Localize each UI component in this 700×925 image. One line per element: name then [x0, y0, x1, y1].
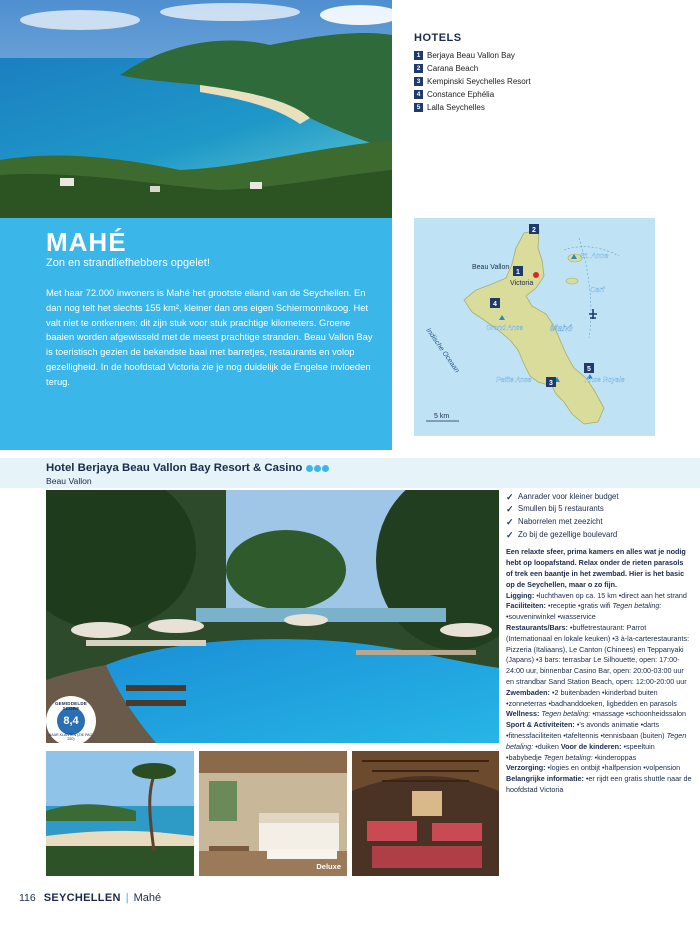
hotel-list-name: Kempinski Seychelles Resort: [427, 77, 531, 86]
map-marker: [490, 298, 500, 308]
score-badge-title: GEMIDDELDE SCORE: [54, 701, 87, 711]
feature-item: ✓ Smullen bij 5 restaurants: [506, 504, 604, 515]
footer-separator: |: [125, 892, 129, 904]
checkmark-icon: ✓: [506, 529, 514, 540]
hotel-list-name: Berjaya Beau Vallon Bay: [427, 51, 515, 60]
svg-text:5: 5: [587, 366, 591, 373]
map-label-beau-vallon: Beau Vallon: [472, 264, 510, 271]
hotel-list-item: [414, 75, 684, 88]
map-label-petite-anse: Petite Anse: [496, 377, 532, 384]
page-footer: [19, 892, 161, 904]
hotel-list-item: [414, 101, 684, 114]
hotel-list-item: [414, 88, 684, 101]
score-value: 8,4: [57, 707, 85, 735]
map-label-st-anne: St. Anne: [580, 251, 609, 260]
beach-photo: [46, 751, 194, 876]
checkmark-icon: ✓: [506, 491, 514, 502]
map-label-grand-anse: Grand Anse: [486, 325, 524, 332]
feature-item: ✓ Zo bij de gezellige boulevard: [506, 529, 618, 540]
cerf-island: [566, 278, 578, 284]
feature-item: ✓ Naborrelen met zeezicht: [506, 517, 603, 528]
map-label-indische-oceaan: Indische Oceaan: [424, 327, 461, 375]
hotel-list-name: Constance Ephélia: [427, 90, 495, 99]
map-label-cerf: Cerf: [590, 285, 605, 294]
map-label-anse-royale: Anse Royale: [585, 377, 625, 384]
hotel-header: [0, 458, 700, 488]
hotel-list-item: [414, 49, 684, 62]
island-map: [414, 218, 655, 436]
rating-icon: [322, 465, 329, 472]
map-label-victoria: Victoria: [510, 280, 534, 287]
map-marker: [513, 266, 523, 276]
map-label-mahe: Mahé: [550, 323, 573, 333]
hotels-title: HOTELS: [414, 32, 462, 44]
map-marker: [584, 363, 594, 373]
score-badge: [46, 696, 96, 746]
hotel-number: 2: [414, 64, 423, 73]
hotel-list-name: Carana Beach: [427, 64, 479, 73]
rating-icons: [306, 465, 330, 472]
map-marker: [529, 224, 539, 234]
intro-text: Met haar 72.000 inwoners is Mahé het grootste eiland van de Seychellen. En dan nog telt het slechts 155 km², kleiner dan ons eigen Schiermonnikoog. Het valt niet te ontkennen: dit zijn stuk voor stuk prachtige kilometers. Groene baaien worden afgewisseld met de meest prachtige stranden. Beau Vallon Bay is toeristisch gezien de bekendste baai met barretjes, restaurants en volop gezelligheid. In de hoofdstad Victoria zie je nog duidelijk de Engelse invloeden terug.: [46, 287, 373, 387]
hotel-list-item: [414, 62, 684, 75]
rating-icon: [314, 465, 321, 472]
hotels-list: [414, 32, 684, 114]
footer-country: SEYCHELLEN: [43, 892, 121, 904]
hotel-location: Beau Vallon: [46, 476, 92, 486]
hotel-number: 3: [414, 77, 423, 86]
checkmark-icon: ✓: [506, 517, 514, 528]
score-badge-source: NAAR KLANTEN (ZIE PAG. 250): [48, 733, 94, 741]
hotel-details: Ligging: •luchthaven op ca. 15 km •direct aan het strand Faciliteiten: •receptie •gratis wifi Tegen betaling: •souvenirwinkel •wasservice Restaurants/Bars: •buffetrestaurant: Parrot (Internationaal en lokale keuken) •3 à-la-carterestaurants: Pizzeria (Italiaans), Le Canton (Chinees) en Teppanyaki (Japans) •3 bars: terrasbar Le Silhouette, open: 17:00-24:00 uur, binnenbar Casino Bar, open: 20:00-03:00 uur en strandbar Sand Station Beach, open: 12:00-20:00 uur Zwembaden: •2 buitenbaden •kinderbad buiten •zonneterras •badhanddoeken, ligbedden en parasols Wellness: Tegen betaling: •massage •schoonheidssalon Sport & Activiteiten: •'s avonds animatie •darts •fitnessfaciliteiten •tafeltennis •tennisbaan (buiten) Tegen betaling: •duiken Voor de kinderen: •speeltuin •babybedje Tegen betaling: •kinderoppas Verzorging: •logies en ontbijt •halfpension •volpension Belangrijke informatie: •er rijdt een gratis shuttle naar de hoofdstad Victoria: [506, 590, 692, 794]
feature-item: ✓ Aanrader voor kleiner budget: [506, 491, 619, 502]
hotel-list-name: Lalla Seychelles: [427, 103, 485, 112]
restaurant-photo: [352, 751, 499, 876]
hotel-number: 1: [414, 51, 423, 60]
svg-text:1: 1: [516, 269, 520, 276]
hero-photo: [0, 0, 392, 218]
hotel-info: [506, 491, 692, 796]
intro-panel: [0, 218, 392, 450]
checkmark-icon: ✓: [506, 504, 514, 515]
hotel-pool-photo: [46, 490, 499, 743]
map-marker: [546, 377, 556, 387]
footer-region: Mahé: [133, 892, 162, 904]
page-number: 116: [19, 892, 36, 904]
svg-text:2: 2: [532, 227, 536, 234]
svg-text:4: 4: [493, 301, 497, 308]
hotel-number: 4: [414, 90, 423, 99]
hotel-title-row: [46, 462, 330, 474]
rating-icon: [306, 465, 313, 472]
svg-text:3: 3: [549, 380, 553, 387]
room-photo: [199, 751, 347, 876]
page-subtitle: Zon en strandliefhebbers opgelet!: [46, 257, 210, 269]
victoria-dot: [533, 272, 539, 278]
hotel-number: 5: [414, 103, 423, 112]
hotel-title: Hotel Berjaya Beau Vallon Bay Resort & Casino: [46, 462, 303, 474]
photo-caption: Deluxe: [316, 862, 341, 871]
hotel-intro: Een relaxte sfeer, prima kamers en alles wat je nodig hebt op loopafstand. Relax onder de rieten parasols of trek een baantje in het zwembad. Hier is het basic op de Seychellen, maar o zo fijn.: [506, 547, 686, 589]
page-title: MAHÉ: [46, 227, 127, 257]
map-scale-label: 5 km: [434, 413, 450, 420]
